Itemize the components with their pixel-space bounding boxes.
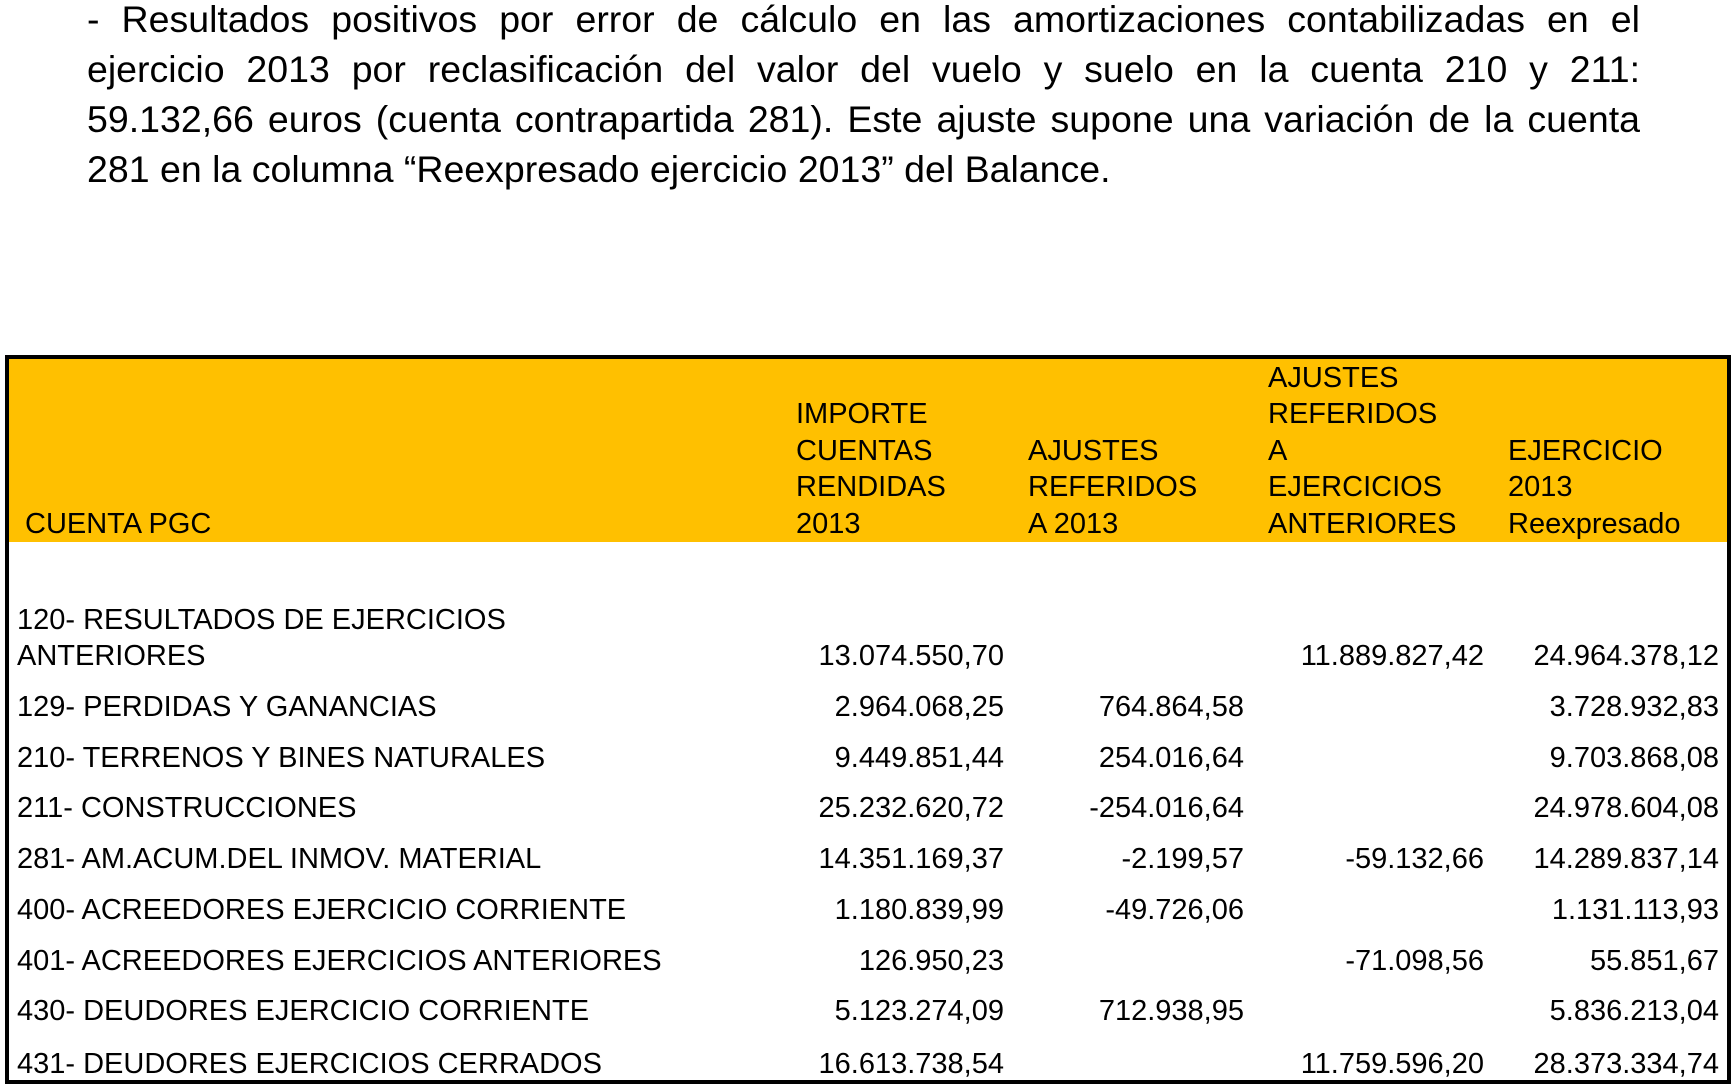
table-row (9, 776, 1727, 826)
cell-ajustes-anteriores: 11.759.596,20 (1300, 1048, 1484, 1080)
table-header (9, 359, 1727, 542)
cell-importe: 16.613.738,54 (818, 1048, 1004, 1080)
table-bottom-border (5, 1080, 1731, 1084)
table-row (9, 979, 1727, 1029)
cell-reexpresado: 1.131.113,93 (1551, 894, 1719, 926)
cell-reexpresado: 24.964.378,12 (1533, 640, 1719, 672)
table-row (9, 675, 1727, 725)
table-row (9, 878, 1727, 928)
cell-reexpresado: 5.836.213,04 (1549, 995, 1719, 1027)
header-cuenta-pgc: CUENTA PGC (25, 507, 212, 540)
table-row (9, 1032, 1727, 1082)
header-ajustes-2013: AJUSTES REFERIDOS A 2013 (1028, 434, 1198, 540)
cell-ajustes-2013: 712.938,95 (1098, 995, 1244, 1027)
cell-ajustes-anteriores: -71.098,56 (1345, 945, 1484, 977)
cell-ajustes-2013: 254.016,64 (1098, 742, 1244, 774)
table-row (9, 827, 1727, 877)
header-ajustes-anteriores: AJUSTES REFERIDOS A EJERCICIOS ANTERIORES (1268, 361, 1457, 540)
cell-reexpresado: 28.373.334,74 (1533, 1048, 1719, 1080)
cell-reexpresado: 55.851,67 (1589, 945, 1719, 977)
cell-reexpresado: 3.728.932,83 (1549, 691, 1719, 723)
table-row (9, 726, 1727, 776)
header-importe-cuentas: IMPORTE CUENTAS RENDIDAS 2013 (796, 398, 946, 540)
cell-importe: 2.964.068,25 (834, 691, 1004, 723)
accounts-table (5, 355, 1731, 1084)
cell-ajustes-2013: -49.726,06 (1105, 894, 1244, 926)
cell-cuenta: 120- RESULTADOS DE EJERCICIOS ANTERIORES (17, 604, 506, 672)
cell-importe: 5.123.274,09 (834, 995, 1004, 1027)
cell-importe: 126.950,23 (858, 945, 1004, 977)
cell-ajustes-2013: -2.199,57 (1121, 843, 1244, 875)
cell-cuenta: 430- DEUDORES EJERCICIO CORRIENTE (17, 995, 590, 1027)
header-ejercicio-reexpresado: EJERCICIO 2013 Reexpresado (1508, 434, 1681, 540)
cell-importe: 9.449.851,44 (834, 742, 1004, 774)
cell-cuenta: 211- CONSTRUCCIONES (17, 792, 357, 824)
body-paragraph: - Resultados positivos por error de cálculo en las amortizaciones contabilizadas en el ejercicio 2013 por reclasificación del valor del vuelo y suelo en la cuenta 210 y 211: 59.132,66 euros (cuenta contrapartida 281). Este ajuste supone una variación de la cuenta 281 en la columna “Reexpresado ejercicio 2013” del Balance. (87, 0, 1640, 190)
cell-ajustes-2013: 764.864,58 (1098, 691, 1244, 723)
table-row (9, 594, 1727, 674)
cell-importe: 1.180.839,99 (834, 894, 1004, 926)
cell-ajustes-anteriores: -59.132,66 (1345, 843, 1484, 875)
cell-cuenta: 400- ACREEDORES EJERCICIO CORRIENTE (17, 894, 627, 926)
cell-reexpresado: 9.703.868,08 (1549, 742, 1719, 774)
cell-importe: 13.074.550,70 (818, 640, 1004, 672)
cell-cuenta: 431- DEUDORES EJERCICIOS CERRADOS (17, 1048, 602, 1080)
cell-ajustes-anteriores: 11.889.827,42 (1300, 640, 1484, 672)
cell-cuenta: 401- ACREEDORES EJERCICIOS ANTERIORES (17, 945, 662, 977)
cell-cuenta: 210- TERRENOS Y BINES NATURALES (17, 742, 546, 774)
cell-importe: 14.351.169,37 (818, 843, 1004, 875)
cell-reexpresado: 24.978.604,08 (1533, 792, 1719, 824)
cell-importe: 25.232.620,72 (818, 792, 1004, 824)
cell-cuenta: 129- PERDIDAS Y GANANCIAS (17, 691, 437, 723)
cell-cuenta: 281- AM.ACUM.DEL INMOV. MATERIAL (17, 843, 542, 875)
table-row (9, 929, 1727, 979)
cell-ajustes-2013: -254.016,64 (1089, 792, 1244, 824)
cell-reexpresado: 14.289.837,14 (1533, 843, 1719, 875)
